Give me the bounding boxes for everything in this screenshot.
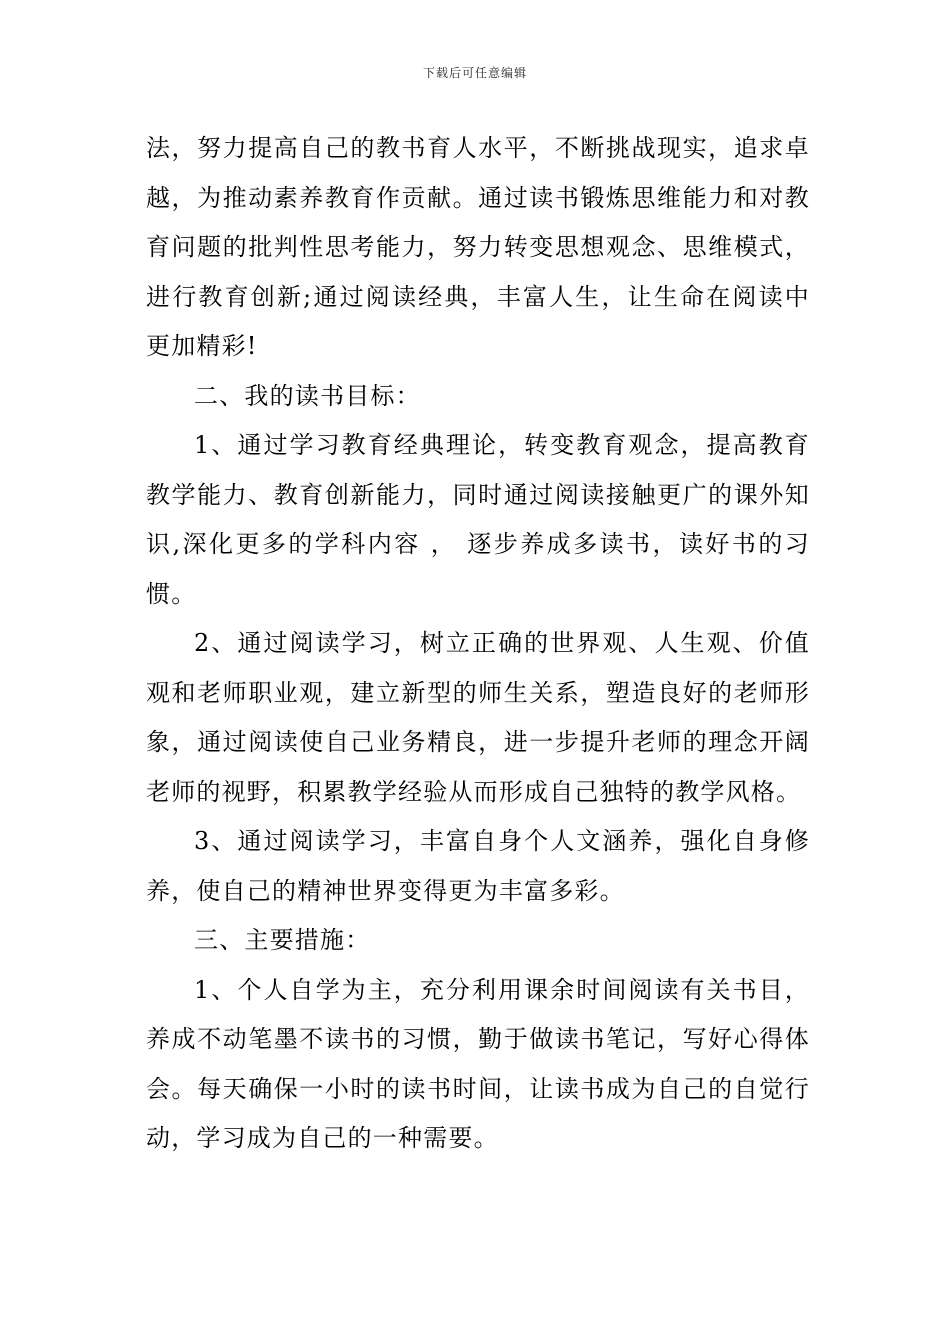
goal-item-1: 1、通过学习教育经典理论，转变教育观念，提高教育教学能力、教育创新能力，同时通过阅读接触更广的课外知识,深化更多的学科内容 ， 逐步养成多读书，读好书的习惯。 (146, 431, 810, 608)
section-heading-reading-goals: 二、我的读书目标： (194, 381, 421, 410)
document-body (146, 124, 810, 1164)
page-header-note: 下载后可任意编辑 (422, 66, 527, 80)
goal-item-3: 3、通过阅读学习，丰富自身个人文涵养，强化自身修养，使自己的精神世界变得更为丰富多彩。 (146, 827, 810, 905)
measure-item-1: 1、个人自学为主，充分利用课余时间阅读有关书目，养成不动笔墨不读书的习惯，勤于做读书笔记，写好心得体会。每天确保一小时的读书时间，让读书成为自己的自觉行动，学习成为自己的一种需要。 (146, 975, 810, 1152)
section-heading-main-measures: 三、主要措施： (194, 926, 371, 954)
paragraph-continuation: 法，努力提高自己的教书育人水平，不断挑战现实，追求卓越，为推动素养教育作贡献。通过读书锻炼思维能力和对教育问题的批判性思考能力，努力转变思想观念、思维模式，进行教育创新;通过阅读经典，丰富人生，让生命在阅读中更加精彩! (146, 134, 810, 360)
goal-item-2: 2、通过阅读学习，树立正确的世界观、人生观、价值观和老师职业观，建立新型的师生关系，塑造良好的老师形象，通过阅读使自己业务精良，进一步提升老师的理念开阔老师的视野，积累教学经验从而形成自己独特的教学风格。 (146, 629, 810, 806)
